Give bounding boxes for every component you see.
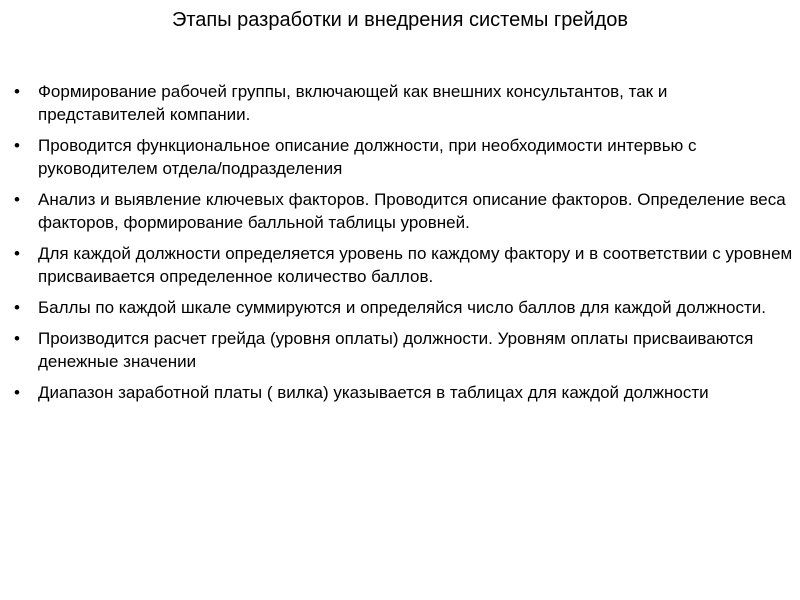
list-item xyxy=(14,296,798,319)
bullet-icon: • xyxy=(14,298,20,317)
list-item xyxy=(14,80,798,126)
list-item-text: Баллы по каждой шкале суммируются и определяйся число баллов для каждой должности. xyxy=(38,298,766,317)
bullet-icon: • xyxy=(14,136,20,155)
bullet-icon: • xyxy=(14,190,20,209)
list-item-text: Формирование рабочей группы, включающей как внешних консультантов, так и представителей компании. xyxy=(38,82,668,124)
list-item-text: Для каждой должности определяется уровень по каждому фактору и в соответствии с уровнем присваивается определенное количество баллов. xyxy=(38,244,793,286)
list-item xyxy=(14,381,798,404)
list-item-text: Анализ и выявление ключевых факторов. Проводится описание факторов. Определение веса факторов, формирование балльной таблицы уровней. xyxy=(38,190,786,232)
bullet-icon: • xyxy=(14,329,20,348)
list-item-text: Производится расчет грейда (уровня оплаты) должности. Уровням оплаты присваиваются денежные значении xyxy=(38,329,754,371)
list-item-text: Проводится функциональное описание должности, при необходимости интервью с руководителем отдела/подразделения xyxy=(38,136,697,178)
list-item xyxy=(14,188,798,234)
bullet-list xyxy=(14,80,798,412)
slide-title: Этапы разработки и внедрения системы грейдов xyxy=(171,9,629,31)
list-item-text: Диапазон заработной платы ( вилка) указывается в таблицах для каждой должности xyxy=(38,383,709,402)
list-item xyxy=(14,242,798,288)
list-item xyxy=(14,327,798,373)
bullet-icon: • xyxy=(14,383,20,402)
bullet-icon: • xyxy=(14,82,20,101)
bullet-icon: • xyxy=(14,244,20,263)
list-item xyxy=(14,134,798,180)
